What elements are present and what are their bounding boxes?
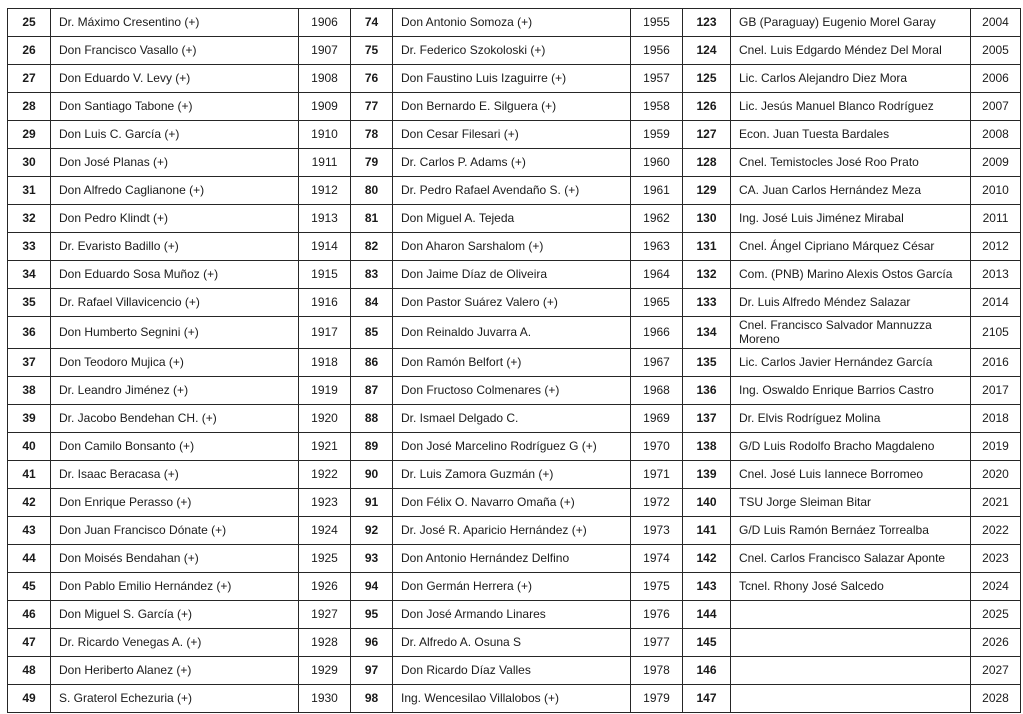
year-cell: 1916 bbox=[299, 289, 351, 317]
name-cell: Econ. Juan Tuesta Bardales bbox=[731, 121, 971, 149]
row-number-cell: 28 bbox=[8, 93, 51, 121]
table-row bbox=[8, 261, 1021, 289]
table-row bbox=[8, 628, 1021, 656]
year-cell: 1974 bbox=[631, 544, 683, 572]
name-cell: Cnel. Ángel Cipriano Márquez César bbox=[731, 233, 971, 261]
row-number-cell: 33 bbox=[8, 233, 51, 261]
name-cell: Don Fructoso Colmenares (+) bbox=[393, 376, 631, 404]
row-number-cell: 141 bbox=[683, 516, 731, 544]
year-cell: 2023 bbox=[971, 544, 1021, 572]
year-cell: 1961 bbox=[631, 177, 683, 205]
name-cell: Cnel. Francisco Salvador Mannuzza Moreno bbox=[731, 317, 971, 349]
year-cell: 1911 bbox=[299, 149, 351, 177]
row-number-cell: 142 bbox=[683, 544, 731, 572]
year-cell: 1978 bbox=[631, 656, 683, 684]
name-cell: GB (Paraguay) Eugenio Morel Garay bbox=[731, 9, 971, 37]
row-number-cell: 39 bbox=[8, 404, 51, 432]
name-cell: Dr. Luis Zamora Guzmán (+) bbox=[393, 460, 631, 488]
row-number-cell: 96 bbox=[351, 628, 393, 656]
row-number-cell: 90 bbox=[351, 460, 393, 488]
name-cell: Tcnel. Rhony José Salcedo bbox=[731, 572, 971, 600]
row-number-cell: 140 bbox=[683, 488, 731, 516]
name-cell bbox=[731, 628, 971, 656]
name-cell: Don José Armando Linares bbox=[393, 600, 631, 628]
row-number-cell: 31 bbox=[8, 177, 51, 205]
year-cell: 1908 bbox=[299, 65, 351, 93]
year-cell: 1920 bbox=[299, 404, 351, 432]
name-cell: Don Antonio Hernández Delfino bbox=[393, 544, 631, 572]
year-cell: 1975 bbox=[631, 572, 683, 600]
year-cell: 1958 bbox=[631, 93, 683, 121]
name-cell: Dr. Isaac Beracasa (+) bbox=[51, 460, 299, 488]
row-number-cell: 144 bbox=[683, 600, 731, 628]
row-number-cell: 136 bbox=[683, 376, 731, 404]
table-row bbox=[8, 544, 1021, 572]
year-cell: 2019 bbox=[971, 432, 1021, 460]
row-number-cell: 87 bbox=[351, 376, 393, 404]
name-cell: Dr. Jacobo Bendehan CH. (+) bbox=[51, 404, 299, 432]
row-number-cell: 48 bbox=[8, 656, 51, 684]
name-cell: Don Humberto Segnini (+) bbox=[51, 317, 299, 349]
name-cell: Don Teodoro Mujica (+) bbox=[51, 348, 299, 376]
row-number-cell: 49 bbox=[8, 684, 51, 712]
row-number-cell: 88 bbox=[351, 404, 393, 432]
year-cell: 1967 bbox=[631, 348, 683, 376]
name-cell: Dr. Luis Alfredo Méndez Salazar bbox=[731, 289, 971, 317]
row-number-cell: 147 bbox=[683, 684, 731, 712]
row-number-cell: 85 bbox=[351, 317, 393, 349]
row-number-cell: 89 bbox=[351, 432, 393, 460]
name-cell: Don Eduardo Sosa Muñoz (+) bbox=[51, 261, 299, 289]
name-cell: Dr. Alfredo A. Osuna S bbox=[393, 628, 631, 656]
name-cell: Don Santiago Tabone (+) bbox=[51, 93, 299, 121]
year-cell: 2021 bbox=[971, 488, 1021, 516]
year-cell: 1926 bbox=[299, 572, 351, 600]
table-row bbox=[8, 488, 1021, 516]
year-cell: 1906 bbox=[299, 9, 351, 37]
table-row bbox=[8, 460, 1021, 488]
row-number-cell: 132 bbox=[683, 261, 731, 289]
row-number-cell: 130 bbox=[683, 205, 731, 233]
membership-roster-table bbox=[7, 8, 1021, 713]
name-cell: Dr. Máximo Cresentino (+) bbox=[51, 9, 299, 37]
name-cell: Don José Marcelino Rodríguez G (+) bbox=[393, 432, 631, 460]
year-cell: 1927 bbox=[299, 600, 351, 628]
row-number-cell: 84 bbox=[351, 289, 393, 317]
year-cell: 1979 bbox=[631, 684, 683, 712]
table-row bbox=[8, 65, 1021, 93]
name-cell: Don Enrique Perasso (+) bbox=[51, 488, 299, 516]
name-cell: Dr. Rafael Villavicencio (+) bbox=[51, 289, 299, 317]
year-cell: 1910 bbox=[299, 121, 351, 149]
row-number-cell: 86 bbox=[351, 348, 393, 376]
row-number-cell: 126 bbox=[683, 93, 731, 121]
name-cell: G/D Luis Rodolfo Bracho Magdaleno bbox=[731, 432, 971, 460]
name-cell: Com. (PNB) Marino Alexis Ostos García bbox=[731, 261, 971, 289]
name-cell: Dr. José R. Aparicio Hernández (+) bbox=[393, 516, 631, 544]
year-cell: 2005 bbox=[971, 37, 1021, 65]
row-number-cell: 25 bbox=[8, 9, 51, 37]
row-number-cell: 98 bbox=[351, 684, 393, 712]
row-number-cell: 123 bbox=[683, 9, 731, 37]
row-number-cell: 83 bbox=[351, 261, 393, 289]
name-cell: Don Alfredo Caglianone (+) bbox=[51, 177, 299, 205]
name-cell: Lic. Carlos Alejandro Diez Mora bbox=[731, 65, 971, 93]
year-cell: 2010 bbox=[971, 177, 1021, 205]
name-cell: Don Pedro Klindt (+) bbox=[51, 205, 299, 233]
year-cell: 1929 bbox=[299, 656, 351, 684]
row-number-cell: 36 bbox=[8, 317, 51, 349]
year-cell: 1955 bbox=[631, 9, 683, 37]
name-cell: G/D Luis Ramón Bernáez Torrealba bbox=[731, 516, 971, 544]
row-number-cell: 80 bbox=[351, 177, 393, 205]
name-cell bbox=[731, 600, 971, 628]
row-number-cell: 79 bbox=[351, 149, 393, 177]
row-number-cell: 92 bbox=[351, 516, 393, 544]
year-cell: 1972 bbox=[631, 488, 683, 516]
row-number-cell: 42 bbox=[8, 488, 51, 516]
year-cell: 2018 bbox=[971, 404, 1021, 432]
row-number-cell: 34 bbox=[8, 261, 51, 289]
year-cell: 1964 bbox=[631, 261, 683, 289]
year-cell: 2013 bbox=[971, 261, 1021, 289]
row-number-cell: 129 bbox=[683, 177, 731, 205]
year-cell: 1917 bbox=[299, 317, 351, 349]
name-cell: Don Jaime Díaz de Oliveira bbox=[393, 261, 631, 289]
year-cell: 2028 bbox=[971, 684, 1021, 712]
name-cell: Ing. José Luis Jiménez Mirabal bbox=[731, 205, 971, 233]
row-number-cell: 82 bbox=[351, 233, 393, 261]
row-number-cell: 135 bbox=[683, 348, 731, 376]
year-cell: 1921 bbox=[299, 432, 351, 460]
name-cell: Dr. Leandro Jiménez (+) bbox=[51, 376, 299, 404]
table-row bbox=[8, 516, 1021, 544]
name-cell: Dr. Pedro Rafael Avendaño S. (+) bbox=[393, 177, 631, 205]
year-cell: 1966 bbox=[631, 317, 683, 349]
table-body bbox=[8, 9, 1021, 713]
name-cell: Don Cesar Filesari (+) bbox=[393, 121, 631, 149]
year-cell: 2025 bbox=[971, 600, 1021, 628]
year-cell: 1912 bbox=[299, 177, 351, 205]
year-cell: 1909 bbox=[299, 93, 351, 121]
name-cell: Cnel. José Luis Iannece Borromeo bbox=[731, 460, 971, 488]
year-cell: 2024 bbox=[971, 572, 1021, 600]
year-cell: 1960 bbox=[631, 149, 683, 177]
row-number-cell: 145 bbox=[683, 628, 731, 656]
name-cell: CA. Juan Carlos Hernández Meza bbox=[731, 177, 971, 205]
row-number-cell: 38 bbox=[8, 376, 51, 404]
year-cell: 2011 bbox=[971, 205, 1021, 233]
year-cell: 1919 bbox=[299, 376, 351, 404]
name-cell: Don Eduardo V. Levy (+) bbox=[51, 65, 299, 93]
row-number-cell: 131 bbox=[683, 233, 731, 261]
row-number-cell: 40 bbox=[8, 432, 51, 460]
name-cell: Don Bernardo E. Silguera (+) bbox=[393, 93, 631, 121]
year-cell: 2020 bbox=[971, 460, 1021, 488]
name-cell: TSU Jorge Sleiman Bitar bbox=[731, 488, 971, 516]
year-cell: 1973 bbox=[631, 516, 683, 544]
table-row bbox=[8, 376, 1021, 404]
name-cell bbox=[731, 684, 971, 712]
table-row bbox=[8, 572, 1021, 600]
year-cell: 2004 bbox=[971, 9, 1021, 37]
name-cell: Dr. Ricardo Venegas A. (+) bbox=[51, 628, 299, 656]
name-cell: Ing. Oswaldo Enrique Barrios Castro bbox=[731, 376, 971, 404]
row-number-cell: 27 bbox=[8, 65, 51, 93]
row-number-cell: 43 bbox=[8, 516, 51, 544]
table-row bbox=[8, 93, 1021, 121]
document-page bbox=[7, 8, 1021, 713]
row-number-cell: 124 bbox=[683, 37, 731, 65]
name-cell: Lic. Jesús Manuel Blanco Rodríguez bbox=[731, 93, 971, 121]
name-cell: Don Faustino Luis Izaguirre (+) bbox=[393, 65, 631, 93]
table-row bbox=[8, 233, 1021, 261]
year-cell: 1915 bbox=[299, 261, 351, 289]
name-cell: Cnel. Luis Edgardo Méndez Del Moral bbox=[731, 37, 971, 65]
table-row bbox=[8, 432, 1021, 460]
name-cell: Dr. Federico Szokoloski (+) bbox=[393, 37, 631, 65]
name-cell: Don Miguel S. García (+) bbox=[51, 600, 299, 628]
year-cell: 1977 bbox=[631, 628, 683, 656]
year-cell: 1956 bbox=[631, 37, 683, 65]
name-cell: Dr. Evaristo Badillo (+) bbox=[51, 233, 299, 261]
table-row bbox=[8, 37, 1021, 65]
row-number-cell: 81 bbox=[351, 205, 393, 233]
year-cell: 1976 bbox=[631, 600, 683, 628]
row-number-cell: 74 bbox=[351, 9, 393, 37]
year-cell: 1924 bbox=[299, 516, 351, 544]
row-number-cell: 44 bbox=[8, 544, 51, 572]
year-cell: 1923 bbox=[299, 488, 351, 516]
row-number-cell: 143 bbox=[683, 572, 731, 600]
table-row bbox=[8, 205, 1021, 233]
year-cell: 1914 bbox=[299, 233, 351, 261]
year-cell: 2012 bbox=[971, 233, 1021, 261]
row-number-cell: 47 bbox=[8, 628, 51, 656]
table-row bbox=[8, 404, 1021, 432]
name-cell: Don Miguel A. Tejeda bbox=[393, 205, 631, 233]
year-cell: 1922 bbox=[299, 460, 351, 488]
row-number-cell: 137 bbox=[683, 404, 731, 432]
name-cell: Don Heriberto Alanez (+) bbox=[51, 656, 299, 684]
name-cell: Don Moisés Bendahan (+) bbox=[51, 544, 299, 572]
name-cell: Dr. Ismael Delgado C. bbox=[393, 404, 631, 432]
name-cell: Don Pastor Suárez Valero (+) bbox=[393, 289, 631, 317]
row-number-cell: 138 bbox=[683, 432, 731, 460]
table-row bbox=[8, 656, 1021, 684]
row-number-cell: 127 bbox=[683, 121, 731, 149]
year-cell: 2006 bbox=[971, 65, 1021, 93]
name-cell: Don Camilo Bonsanto (+) bbox=[51, 432, 299, 460]
row-number-cell: 75 bbox=[351, 37, 393, 65]
row-number-cell: 133 bbox=[683, 289, 731, 317]
name-cell: Don Félix O. Navarro Omaña (+) bbox=[393, 488, 631, 516]
year-cell: 1965 bbox=[631, 289, 683, 317]
year-cell: 2007 bbox=[971, 93, 1021, 121]
name-cell: Dr. Elvis Rodríguez Molina bbox=[731, 404, 971, 432]
year-cell: 1913 bbox=[299, 205, 351, 233]
row-number-cell: 78 bbox=[351, 121, 393, 149]
year-cell: 1918 bbox=[299, 348, 351, 376]
year-cell: 1907 bbox=[299, 37, 351, 65]
name-cell: Lic. Carlos Javier Hernández García bbox=[731, 348, 971, 376]
year-cell: 1957 bbox=[631, 65, 683, 93]
table-row bbox=[8, 9, 1021, 37]
row-number-cell: 76 bbox=[351, 65, 393, 93]
row-number-cell: 97 bbox=[351, 656, 393, 684]
name-cell: Don Ricardo Díaz Valles bbox=[393, 656, 631, 684]
row-number-cell: 37 bbox=[8, 348, 51, 376]
table-row bbox=[8, 684, 1021, 712]
table-row bbox=[8, 121, 1021, 149]
table-row bbox=[8, 600, 1021, 628]
name-cell: S. Graterol Echezuria (+) bbox=[51, 684, 299, 712]
table-row bbox=[8, 317, 1021, 349]
year-cell: 2026 bbox=[971, 628, 1021, 656]
row-number-cell: 41 bbox=[8, 460, 51, 488]
row-number-cell: 93 bbox=[351, 544, 393, 572]
table-row bbox=[8, 149, 1021, 177]
year-cell: 1925 bbox=[299, 544, 351, 572]
year-cell: 2014 bbox=[971, 289, 1021, 317]
table-row bbox=[8, 348, 1021, 376]
row-number-cell: 146 bbox=[683, 656, 731, 684]
year-cell: 2016 bbox=[971, 348, 1021, 376]
year-cell: 2027 bbox=[971, 656, 1021, 684]
row-number-cell: 134 bbox=[683, 317, 731, 349]
name-cell: Don José Planas (+) bbox=[51, 149, 299, 177]
row-number-cell: 35 bbox=[8, 289, 51, 317]
name-cell: Don Reinaldo Juvarra A. bbox=[393, 317, 631, 349]
year-cell: 2022 bbox=[971, 516, 1021, 544]
row-number-cell: 32 bbox=[8, 205, 51, 233]
year-cell: 1962 bbox=[631, 205, 683, 233]
row-number-cell: 46 bbox=[8, 600, 51, 628]
year-cell: 1970 bbox=[631, 432, 683, 460]
name-cell: Dr. Carlos P. Adams (+) bbox=[393, 149, 631, 177]
year-cell: 1969 bbox=[631, 404, 683, 432]
row-number-cell: 94 bbox=[351, 572, 393, 600]
year-cell: 2008 bbox=[971, 121, 1021, 149]
row-number-cell: 30 bbox=[8, 149, 51, 177]
row-number-cell: 139 bbox=[683, 460, 731, 488]
row-number-cell: 29 bbox=[8, 121, 51, 149]
name-cell bbox=[731, 656, 971, 684]
name-cell: Don Germán Herrera (+) bbox=[393, 572, 631, 600]
table-row bbox=[8, 177, 1021, 205]
year-cell: 1968 bbox=[631, 376, 683, 404]
name-cell: Don Aharon Sarshalom (+) bbox=[393, 233, 631, 261]
year-cell: 1963 bbox=[631, 233, 683, 261]
year-cell: 2009 bbox=[971, 149, 1021, 177]
name-cell: Ing. Wencesilao Villalobos (+) bbox=[393, 684, 631, 712]
row-number-cell: 125 bbox=[683, 65, 731, 93]
row-number-cell: 95 bbox=[351, 600, 393, 628]
year-cell: 1959 bbox=[631, 121, 683, 149]
row-number-cell: 26 bbox=[8, 37, 51, 65]
table-row bbox=[8, 289, 1021, 317]
row-number-cell: 91 bbox=[351, 488, 393, 516]
row-number-cell: 77 bbox=[351, 93, 393, 121]
year-cell: 1928 bbox=[299, 628, 351, 656]
name-cell: Don Francisco Vasallo (+) bbox=[51, 37, 299, 65]
row-number-cell: 45 bbox=[8, 572, 51, 600]
name-cell: Don Juan Francisco Dónate (+) bbox=[51, 516, 299, 544]
year-cell: 2105 bbox=[971, 317, 1021, 349]
name-cell: Don Luis C. García (+) bbox=[51, 121, 299, 149]
name-cell: Cnel. Temistocles José Roo Prato bbox=[731, 149, 971, 177]
name-cell: Cnel. Carlos Francisco Salazar Aponte bbox=[731, 544, 971, 572]
year-cell: 2017 bbox=[971, 376, 1021, 404]
year-cell: 1971 bbox=[631, 460, 683, 488]
name-cell: Don Antonio Somoza (+) bbox=[393, 9, 631, 37]
row-number-cell: 128 bbox=[683, 149, 731, 177]
name-cell: Don Pablo Emilio Hernández (+) bbox=[51, 572, 299, 600]
year-cell: 1930 bbox=[299, 684, 351, 712]
name-cell: Don Ramón Belfort (+) bbox=[393, 348, 631, 376]
